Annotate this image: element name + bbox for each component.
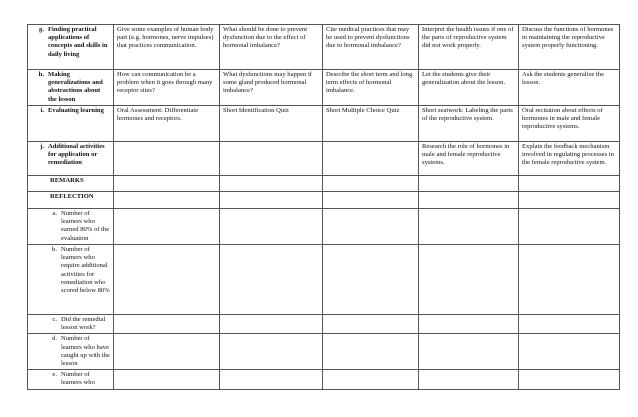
reflection-item (28, 370, 114, 389)
table-cell (519, 370, 620, 389)
item-key: d. (52, 335, 57, 343)
table-cell (114, 142, 220, 176)
table-cell: Research the role of hormones in male and female reproductive systems. (419, 142, 519, 176)
reflection-item (28, 245, 114, 315)
row-label (28, 25, 114, 70)
table-cell (419, 334, 519, 370)
table-cell: What dysfunctions may happen if some gland produced hormonal imbalance? (220, 70, 323, 106)
table-cell: What should be done to prevent dysfunction due to the effect of hormonal imbalance? (220, 25, 323, 70)
table-cell (323, 334, 419, 370)
table-cell (519, 334, 620, 370)
table-cell (220, 315, 323, 334)
table-row (28, 192, 620, 209)
table-cell (323, 315, 419, 334)
table-cell (114, 245, 220, 315)
table-cell (519, 245, 620, 315)
table-row (28, 334, 620, 370)
reflection-item (28, 209, 114, 245)
table-cell: Oral recitation about effects of hormones in male and female reproductive systems. (519, 106, 620, 142)
reflection-item (28, 315, 114, 334)
table-cell (323, 142, 419, 176)
table-cell (519, 176, 620, 192)
row-label-text: Evaluating learning (48, 107, 104, 114)
table-cell: Interpret the health issues if one of the parts of reproductive system did not work properly. (419, 25, 519, 70)
table-cell (114, 192, 220, 209)
row-label (28, 70, 114, 106)
table-cell: Let the students give their generalization about the lesson. (419, 70, 519, 106)
reflection-label: REFLECTION (28, 192, 114, 209)
row-label-text: Additional activities for application or remediation (48, 143, 105, 167)
row-key: h. (38, 71, 44, 78)
table-cell (220, 142, 323, 176)
table-cell (114, 209, 220, 245)
table-cell (519, 315, 620, 334)
table-cell (419, 192, 519, 209)
table-cell: Short Identification Quiz (220, 106, 323, 142)
table-row (28, 176, 620, 192)
table-cell (519, 209, 620, 245)
item-text: Number of learners who (61, 371, 95, 387)
table-cell (419, 176, 519, 192)
table-cell (323, 192, 419, 209)
table-cell: How can communication be a problem when it goes through many receptor sites? (114, 70, 220, 106)
table-cell (220, 334, 323, 370)
row-key: i. (40, 107, 44, 114)
row-label (28, 142, 114, 176)
table-cell (323, 209, 419, 245)
row-label-text: Finding practical applications of concepts and skills in daily living (48, 26, 108, 58)
table-cell: Explain the feedback mechanism involved in regulating processes in the female reproductive system. (519, 142, 620, 176)
table-cell: Oral Assessment: Differentiate hormones and receptors. (114, 106, 220, 142)
row-key: g. (39, 26, 44, 33)
table-cell (519, 192, 620, 209)
table-cell (114, 370, 220, 389)
item-key: b. (52, 246, 57, 253)
table-row (28, 245, 620, 315)
item-text: Number of learners who earned 80% of the evaluation (61, 210, 110, 242)
table-row (28, 142, 620, 176)
table-cell (419, 370, 519, 389)
lesson-plan-table (27, 24, 620, 390)
table-cell: Cite medical practices that may be used to prevent dysfunctions due to hormonal imbalance? (323, 25, 419, 70)
table-cell (220, 370, 323, 389)
item-text: Number of learners who have caught up with the lesson (61, 335, 110, 368)
table-cell (419, 245, 519, 315)
table-cell (323, 176, 419, 192)
remarks-label: REMARKS (28, 176, 114, 192)
item-text: Did the remedial lesson work? (61, 316, 106, 332)
table-cell (220, 176, 323, 192)
table-cell: Short seatwork: Labeling the parts of the reproductive system. (419, 106, 519, 142)
table-cell (419, 209, 519, 245)
table-cell (220, 245, 323, 315)
table-cell (220, 209, 323, 245)
table-cell: Short Multiple Choice Quiz (323, 106, 419, 142)
item-key: e. (52, 371, 57, 379)
table-cell: Ask the students generalize the lesson. (519, 70, 620, 106)
table-row (28, 106, 620, 142)
table-row (28, 70, 620, 106)
table-cell (220, 192, 323, 209)
row-label (28, 106, 114, 142)
table-cell (114, 315, 220, 334)
table-cell: Discuss the functions of hormones in maintaining the reproductive system properly functioning. (519, 25, 620, 70)
item-key: a. (52, 210, 57, 217)
table-cell: Describe the short term and long term effects of hormonal imbalance. (323, 70, 419, 106)
item-text: Number of learners who require additional activities for remediation who scored below 80% (61, 246, 110, 295)
table-cell (114, 176, 220, 192)
table-row (28, 370, 620, 389)
row-key: j. (40, 143, 44, 150)
table-cell: Give some examples of human body part (e.g. hormones, nerve impulses) that practices communication. (114, 25, 220, 70)
table-cell (419, 315, 519, 334)
table-cell (323, 245, 419, 315)
table-row (28, 315, 620, 334)
table-row (28, 209, 620, 245)
table-cell (323, 370, 419, 389)
row-label-text: Making generalizations and abstractions about the lesson (48, 71, 103, 103)
table-row (28, 25, 620, 70)
item-key: c. (52, 316, 57, 323)
table-cell (114, 334, 220, 370)
reflection-item (28, 334, 114, 370)
